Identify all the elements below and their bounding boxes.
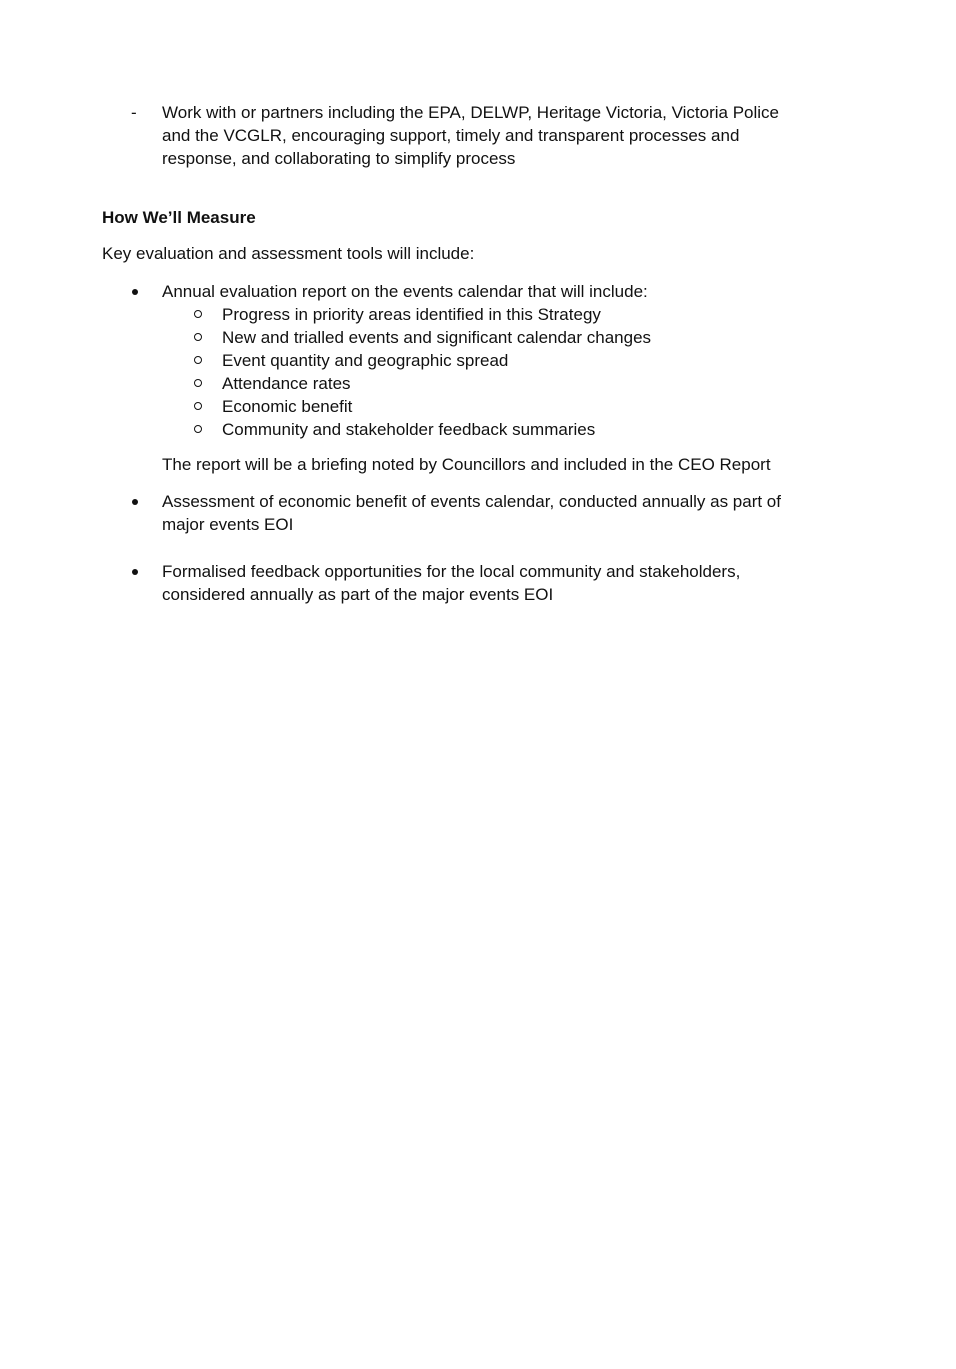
sub-bullet-marker	[194, 402, 202, 410]
dash-item-line-2: and the VCGLR, encouraging support, timely and transparent processes and	[162, 126, 740, 145]
dash-marker: -	[131, 103, 137, 122]
section-intro: Key evaluation and assessment tools will include:	[102, 244, 475, 263]
bullet-2-line-2: major events EOI	[162, 515, 294, 534]
bullet-3-line-1: Formalised feedback opportunities for the local community and stakeholders,	[162, 562, 741, 581]
bullet-marker	[132, 499, 138, 505]
bullet-2-line-1: Assessment of economic benefit of events calendar, conducted annually as part of	[162, 492, 781, 511]
sub-bullet-marker	[194, 425, 202, 433]
sub-item-3: Event quantity and geographic spread	[222, 351, 509, 370]
dash-item-line-3: response, and collaborating to simplify process	[162, 149, 516, 168]
sub-bullet-marker	[194, 333, 202, 341]
section-heading: How We’ll Measure	[102, 208, 256, 227]
bullet-marker	[132, 289, 138, 295]
sub-item-4: Attendance rates	[222, 374, 351, 393]
bullet-1-line-1: Annual evaluation report on the events calendar that will include:	[162, 282, 648, 301]
sub-bullet-marker	[194, 379, 202, 387]
sub-item-1: Progress in priority areas identified in this Strategy	[222, 305, 601, 324]
bullet-marker	[132, 569, 138, 575]
sub-item-5: Economic benefit	[222, 397, 353, 416]
dash-item-line-1: Work with or partners including the EPA, DELWP, Heritage Victoria, Victoria Police	[162, 103, 779, 122]
bullet-3-line-2: considered annually as part of the major events EOI	[162, 585, 554, 604]
sub-item-6: Community and stakeholder feedback summaries	[222, 420, 596, 439]
sub-bullet-marker	[194, 356, 202, 364]
sub-bullet-marker	[194, 310, 202, 318]
bullet-1-note: The report will be a briefing noted by Councillors and included in the CEO Report	[162, 455, 771, 474]
sub-item-2: New and trialled events and significant calendar changes	[222, 328, 652, 347]
